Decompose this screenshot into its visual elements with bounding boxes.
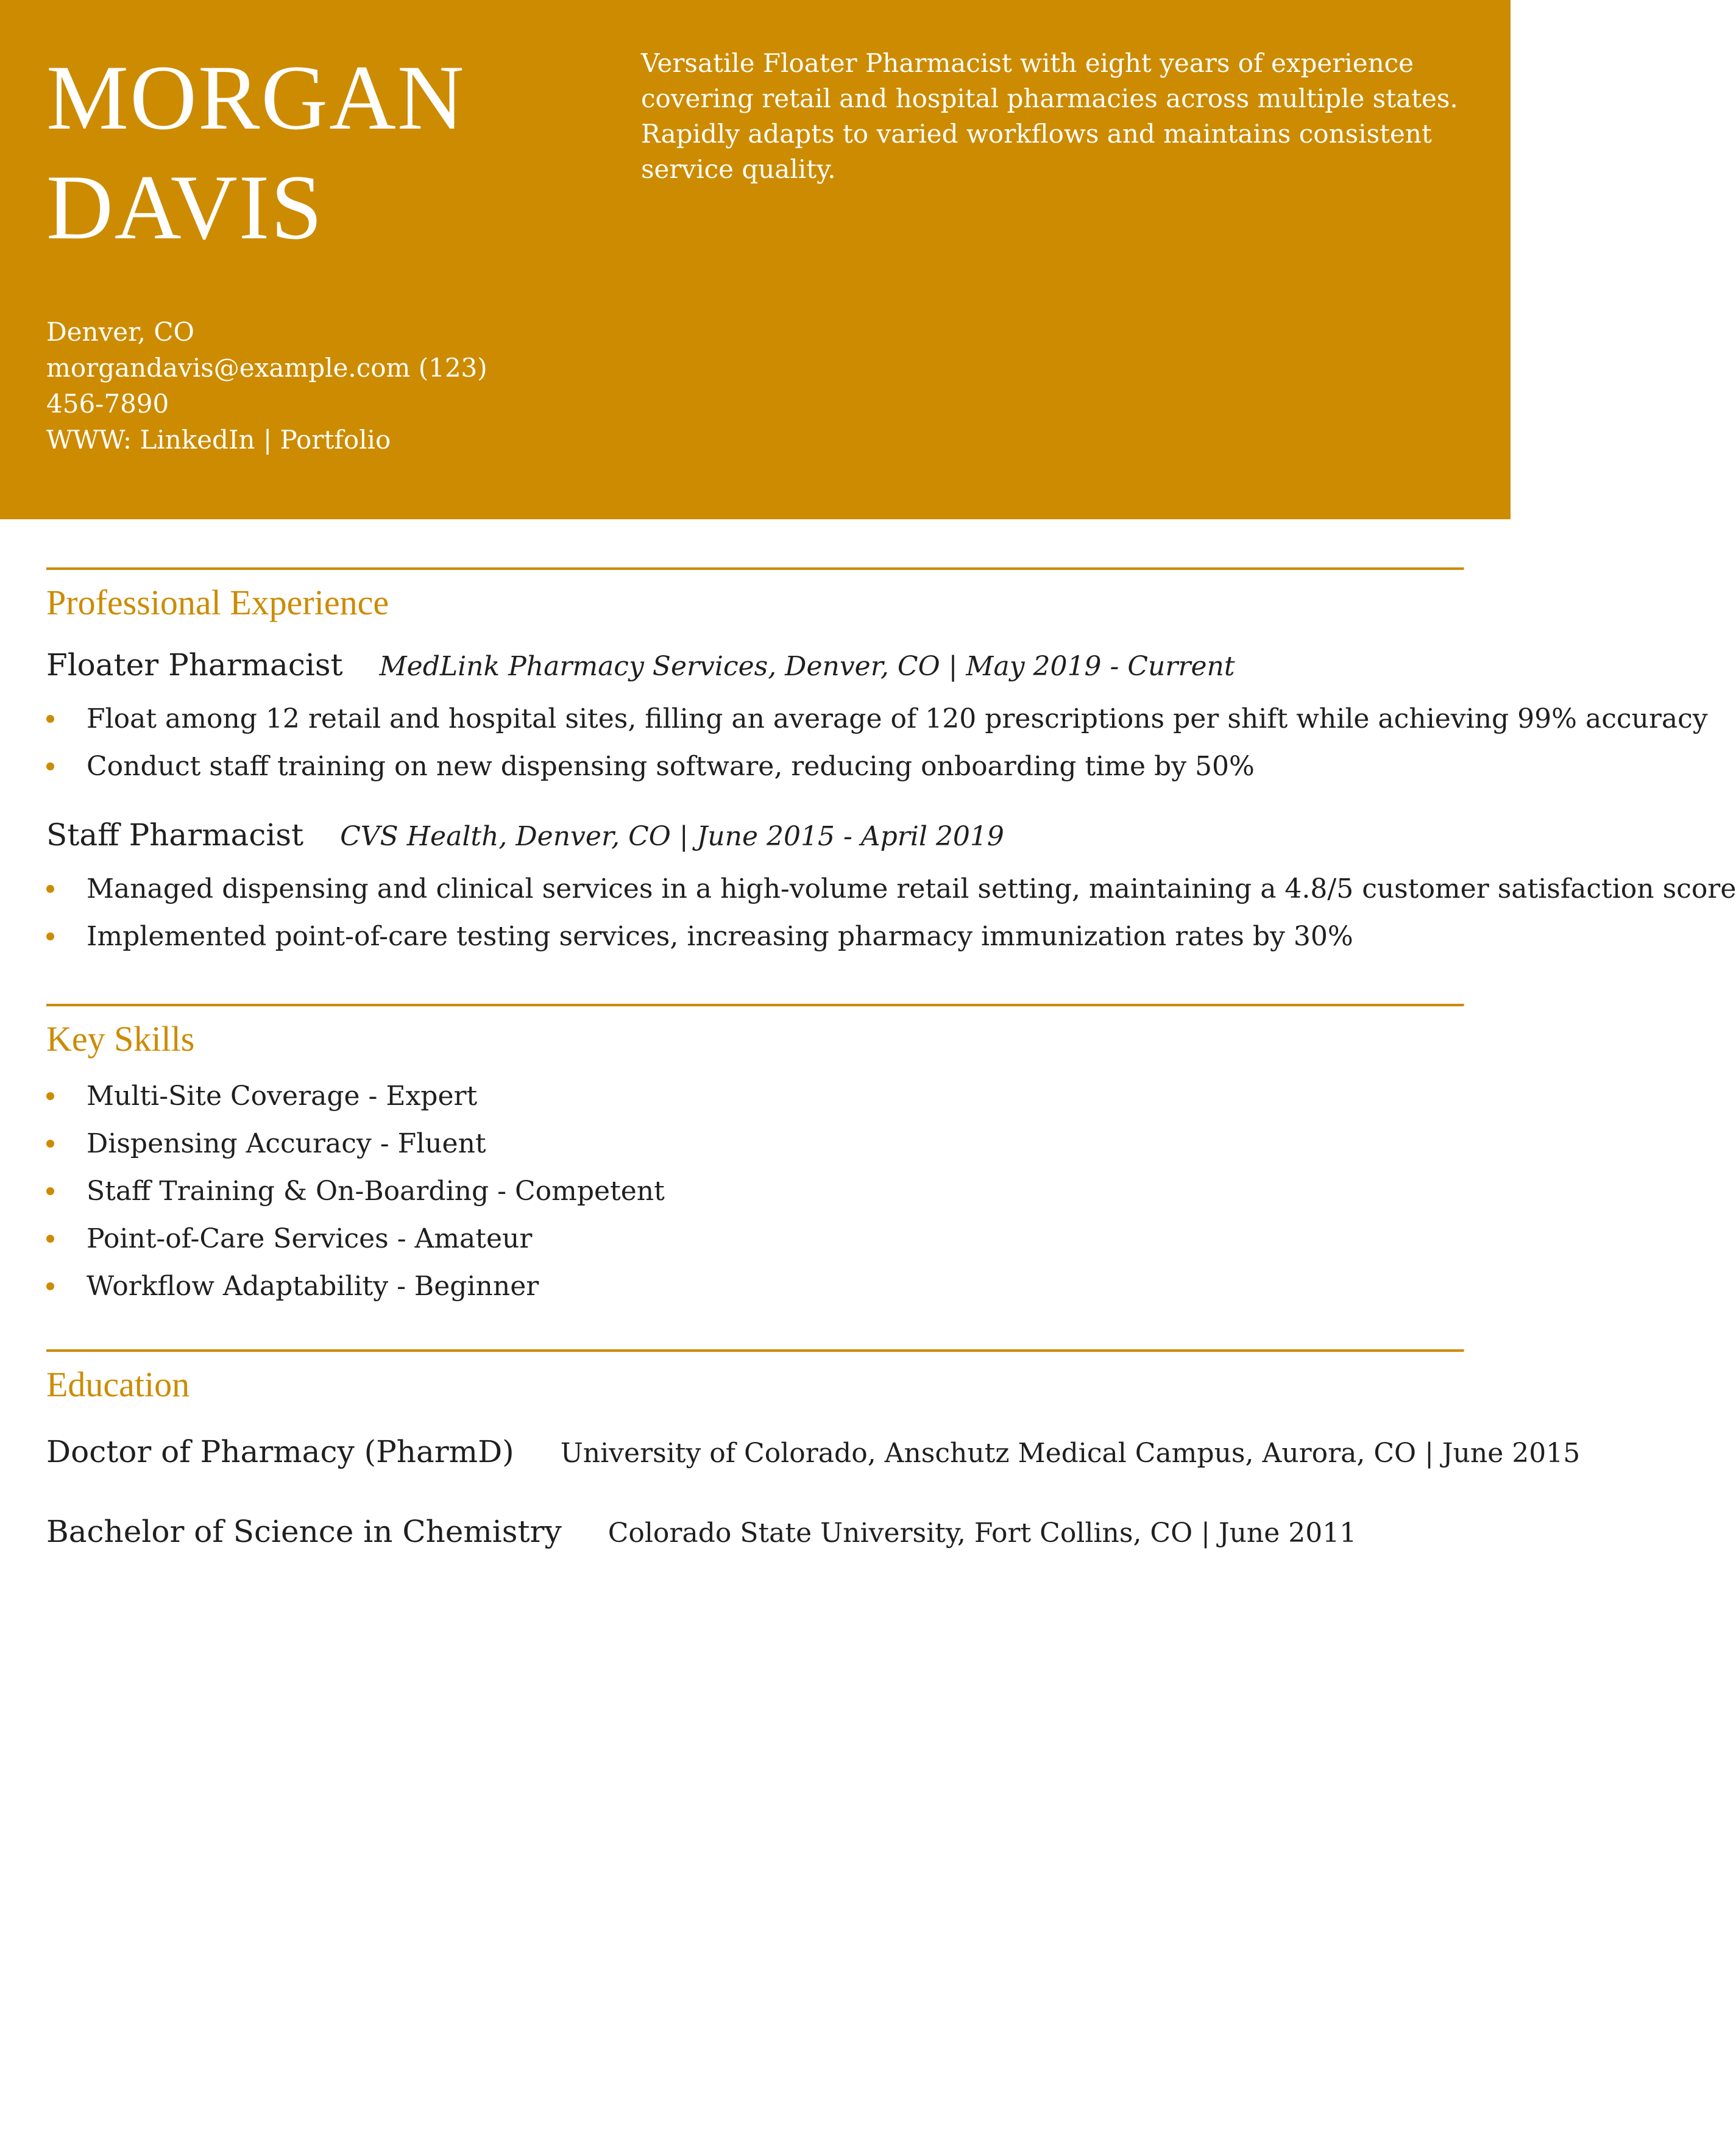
education-heading: Education <box>46 1365 190 1404</box>
link-separator: | <box>263 425 272 455</box>
linkedin-link[interactable]: LinkedIn <box>140 425 255 455</box>
experience-section <box>46 567 1736 961</box>
achievement-item: Conduct staff training on new dispensing software, reducing onboarding time by 50% <box>46 743 1464 790</box>
skills-section <box>46 1004 1464 1310</box>
skill-item: Point-of-Care Services - Amateur <box>46 1215 1464 1263</box>
degree-name: Bachelor of Science in Chemistry <box>46 1514 562 1549</box>
job-title: Floater Pharmacist <box>46 647 343 683</box>
job-entry <box>46 646 1708 790</box>
skill-item: Staff Training & On-Boarding - Competent <box>46 1168 1464 1215</box>
candidate-name <box>46 43 595 262</box>
contact-phone-cont[interactable]: 456-7890 <box>46 389 169 419</box>
contact-links <box>46 422 509 458</box>
skills-list <box>46 1073 1464 1310</box>
degree-name: Doctor of Pharmacy (PharmD) <box>46 1434 514 1469</box>
school-details: University of Colorado, Anschutz Medical Campus, Aurora, CO | June 2015 <box>560 1438 1581 1469</box>
job-employer-dates: MedLink Pharmacy Services, Denver, CO | May 2019 - Current <box>379 651 1235 682</box>
contact-location: Denver, CO <box>46 317 194 347</box>
experience-heading: Professional Experience <box>46 583 389 622</box>
name-first: MORGAN <box>46 46 466 149</box>
skills-heading: Key Skills <box>46 1019 195 1059</box>
job-title: Staff Pharmacist <box>46 817 304 853</box>
achievement-item: Float among 12 retail and hospital sites, filling an average of 120 prescriptions per shift while achieving 99% accuracy <box>46 695 1464 743</box>
achievement-item: Managed dispensing and clinical services in a high-volume retail setting, maintaining a 4.8/5 customer satisfaction score <box>46 865 1464 913</box>
skill-item: Multi-Site Coverage - Expert <box>46 1073 1464 1120</box>
professional-summary: Versatile Floater Pharmacist with eight years of experience covering retail and hospital pharmacies across multiple states. Rapidly adapts to varied workflows and maintains consistent service quality. <box>641 48 1458 184</box>
www-label: WWW: <box>46 425 132 455</box>
job-achievements <box>46 695 1708 790</box>
achievement-item: Implemented point-of-care testing services, increasing pharmacy immunization rates by 30% <box>46 913 1464 961</box>
job-achievements <box>46 865 1736 961</box>
skill-item: Workflow Adaptability - Beginner <box>46 1263 1464 1310</box>
job-header <box>46 646 1464 686</box>
job-header <box>46 816 1464 856</box>
education-entry <box>46 1430 1581 1475</box>
education-section <box>46 1349 1581 1555</box>
name-last: DAVIS <box>46 156 324 258</box>
job-entry <box>46 816 1736 961</box>
contact-info <box>46 314 509 458</box>
section-divider <box>46 1004 1464 1007</box>
contact-email-phone[interactable]: morgandavis@example.com (123) <box>46 353 487 383</box>
job-employer-dates: CVS Health, Denver, CO | June 2015 - April 2019 <box>340 821 1004 852</box>
section-divider <box>46 1349 1464 1352</box>
portfolio-link[interactable]: Portfolio <box>280 425 391 455</box>
education-entry <box>46 1510 1464 1555</box>
skill-item: Dispensing Accuracy - Fluent <box>46 1120 1464 1168</box>
section-divider <box>46 567 1464 570</box>
school-details: Colorado State University, Fort Collins, CO | June 2011 <box>608 1518 1357 1549</box>
resume-header <box>0 0 1511 519</box>
